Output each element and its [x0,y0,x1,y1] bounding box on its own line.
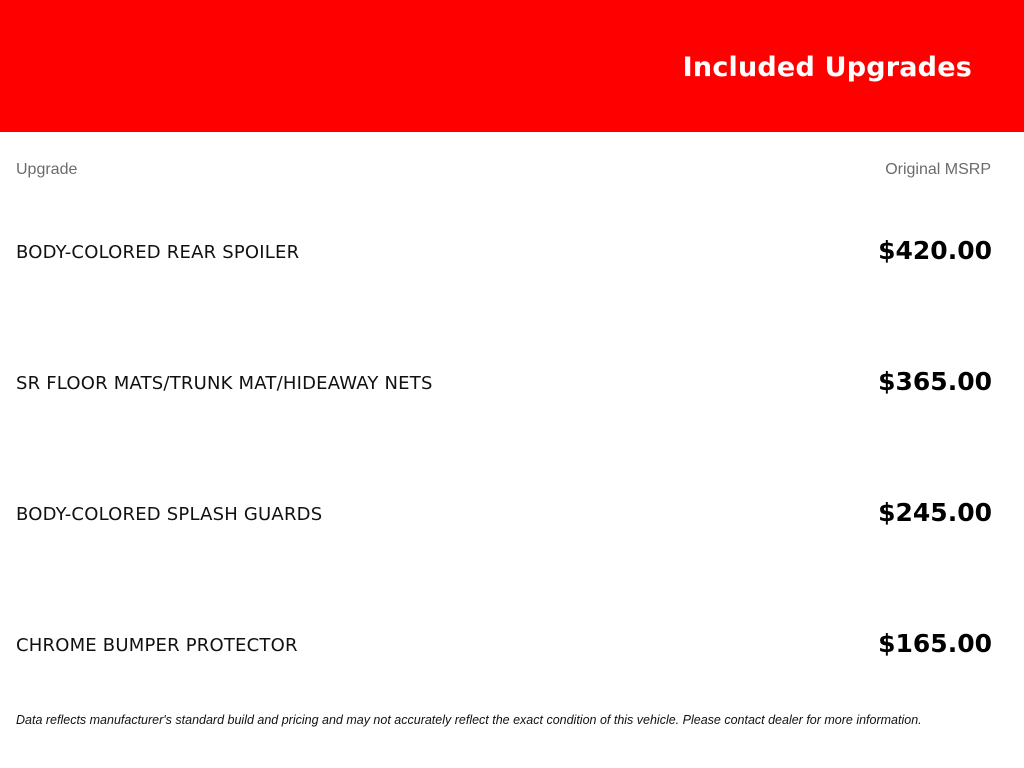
upgrade-name: CHROME BUMPER PROTECTOR [16,635,298,656]
page-title: Included Upgrades [682,52,972,83]
table-row [16,232,992,272]
column-header-msrp: Original MSRP [885,161,991,178]
table-row [16,625,992,665]
upgrade-name: SR FLOOR MATS/TRUNK MAT/HIDEAWAY NETS [16,373,433,394]
upgrade-name: BODY-COLORED SPLASH GUARDS [16,504,323,525]
upgrade-price: $420.00 [878,236,992,265]
upgrade-price: $165.00 [878,629,992,658]
table-row [16,494,992,534]
upgrade-name: BODY-COLORED REAR SPOILER [16,242,300,263]
disclaimer-text: Data reflects manufacturer's standard build and pricing and may not accurately reflect the exact condition of this vehicle. Please contact dealer for more information. [16,713,922,727]
table-row [16,363,992,403]
upgrade-price: $245.00 [878,498,992,527]
header-banner [0,0,1024,132]
column-header-upgrade: Upgrade [16,161,78,178]
upgrade-price: $365.00 [878,367,992,396]
